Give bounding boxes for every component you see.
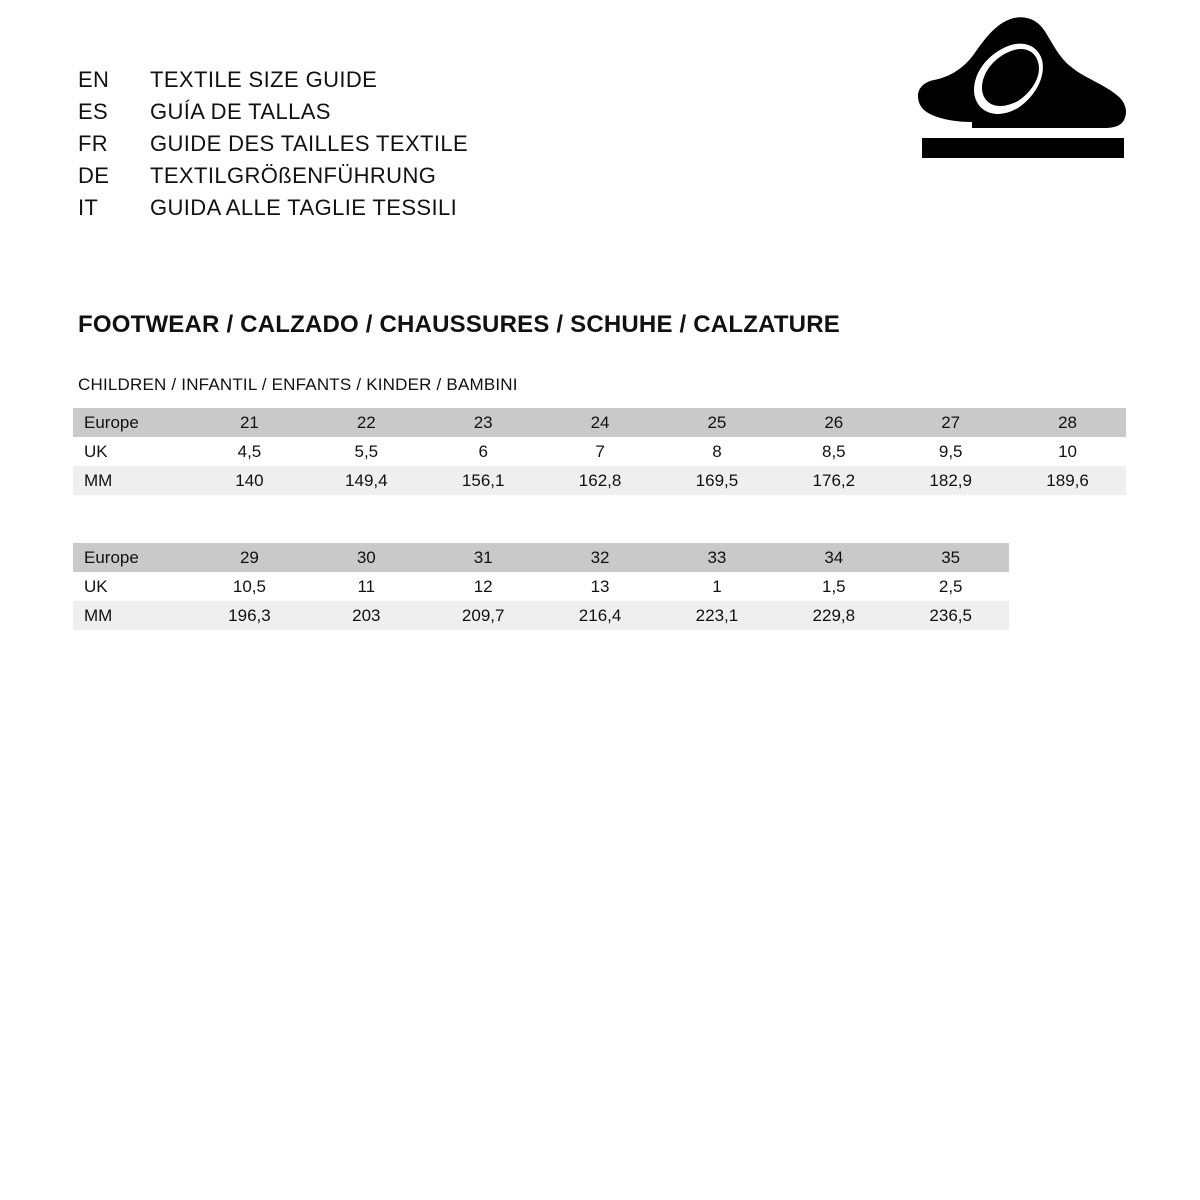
cell-mm-0: 140 xyxy=(191,466,308,495)
cell-mm-5: 176,2 xyxy=(775,466,892,495)
row-label-europe: Europe xyxy=(73,543,191,572)
cell-europe-3: 32 xyxy=(542,543,659,572)
language-code-it: IT xyxy=(78,195,99,220)
table-row xyxy=(73,408,1126,437)
cell-mm-6: 236,5 xyxy=(892,601,1009,630)
row-label-uk: UK xyxy=(73,572,191,601)
language-code-fr: FR xyxy=(78,131,108,156)
cell-mm-2: 156,1 xyxy=(425,466,542,495)
cell-europe-7: 28 xyxy=(1009,408,1126,437)
cell-mm-3: 162,8 xyxy=(542,466,659,495)
cell-mm-4: 169,5 xyxy=(659,466,776,495)
row-label-uk: UK xyxy=(73,437,191,466)
cell-europe-1: 30 xyxy=(308,543,425,572)
language-text-de: TEXTILGRÖßENFÜHRUNG xyxy=(150,163,437,188)
cell-uk-0: 10,5 xyxy=(191,572,308,601)
table-row xyxy=(73,601,1126,630)
cell-europe-0: 21 xyxy=(191,408,308,437)
cell-mm-7 xyxy=(1009,601,1126,630)
cell-uk-3: 13 xyxy=(542,572,659,601)
cell-mm-3: 216,4 xyxy=(542,601,659,630)
cell-europe-1: 22 xyxy=(308,408,425,437)
cell-uk-1: 11 xyxy=(308,572,425,601)
cell-uk-2: 6 xyxy=(425,437,542,466)
table-row xyxy=(73,466,1126,495)
cell-europe-2: 23 xyxy=(425,408,542,437)
cell-mm-6: 182,9 xyxy=(892,466,1009,495)
language-row-it xyxy=(78,192,1128,224)
language-text-it: GUIDA ALLE TAGLIE TESSILI xyxy=(150,195,458,220)
cell-uk-6: 9,5 xyxy=(892,437,1009,466)
cell-mm-2: 209,7 xyxy=(425,601,542,630)
cell-uk-0: 4,5 xyxy=(191,437,308,466)
shoe-icon xyxy=(912,10,1132,170)
cell-uk-3: 7 xyxy=(542,437,659,466)
language-code-de: DE xyxy=(78,163,110,188)
cell-mm-7: 189,6 xyxy=(1009,466,1126,495)
cell-uk-7 xyxy=(1009,572,1126,601)
cell-mm-0: 196,3 xyxy=(191,601,308,630)
cell-uk-2: 12 xyxy=(425,572,542,601)
cell-uk-4: 1 xyxy=(659,572,776,601)
row-label-europe: Europe xyxy=(73,408,191,437)
cell-europe-6: 27 xyxy=(892,408,1009,437)
cell-uk-1: 5,5 xyxy=(308,437,425,466)
table-row xyxy=(73,543,1126,572)
cell-europe-4: 33 xyxy=(659,543,776,572)
language-text-fr: GUIDE DES TAILLES TEXTILE xyxy=(150,131,469,156)
cell-uk-5: 8,5 xyxy=(775,437,892,466)
language-code-en: EN xyxy=(78,67,110,92)
row-label-mm: MM xyxy=(73,466,191,495)
page-title: FOOTWEAR / CALZADO / CHAUSSURES / SCHUHE / CALZATURE xyxy=(78,311,840,338)
cell-europe-0: 29 xyxy=(191,543,308,572)
table-row xyxy=(73,437,1126,466)
cell-europe-5: 26 xyxy=(775,408,892,437)
cell-uk-6: 2,5 xyxy=(892,572,1009,601)
language-text-es: GUÍA DE TALLAS xyxy=(150,99,331,124)
cell-uk-5: 1,5 xyxy=(775,572,892,601)
cell-europe-3: 24 xyxy=(542,408,659,437)
cell-europe-4: 25 xyxy=(659,408,776,437)
size-table-children-1 xyxy=(73,408,1126,495)
cell-europe-5: 34 xyxy=(775,543,892,572)
cell-uk-7: 10 xyxy=(1009,437,1126,466)
row-label-mm: MM xyxy=(73,601,191,630)
cell-mm-5: 229,8 xyxy=(775,601,892,630)
size-table-children-2 xyxy=(73,543,1126,630)
language-code-es: ES xyxy=(78,99,108,124)
cell-mm-1: 203 xyxy=(308,601,425,630)
cell-uk-4: 8 xyxy=(659,437,776,466)
cell-europe-7 xyxy=(1009,543,1126,572)
cell-mm-4: 223,1 xyxy=(659,601,776,630)
cell-mm-1: 149,4 xyxy=(308,466,425,495)
section-subtitle: CHILDREN / INFANTIL / ENFANTS / KINDER / BAMBINI xyxy=(78,375,518,394)
cell-europe-6: 35 xyxy=(892,543,1009,572)
table-row xyxy=(73,572,1126,601)
language-text-en: TEXTILE SIZE GUIDE xyxy=(150,67,378,92)
cell-europe-2: 31 xyxy=(425,543,542,572)
